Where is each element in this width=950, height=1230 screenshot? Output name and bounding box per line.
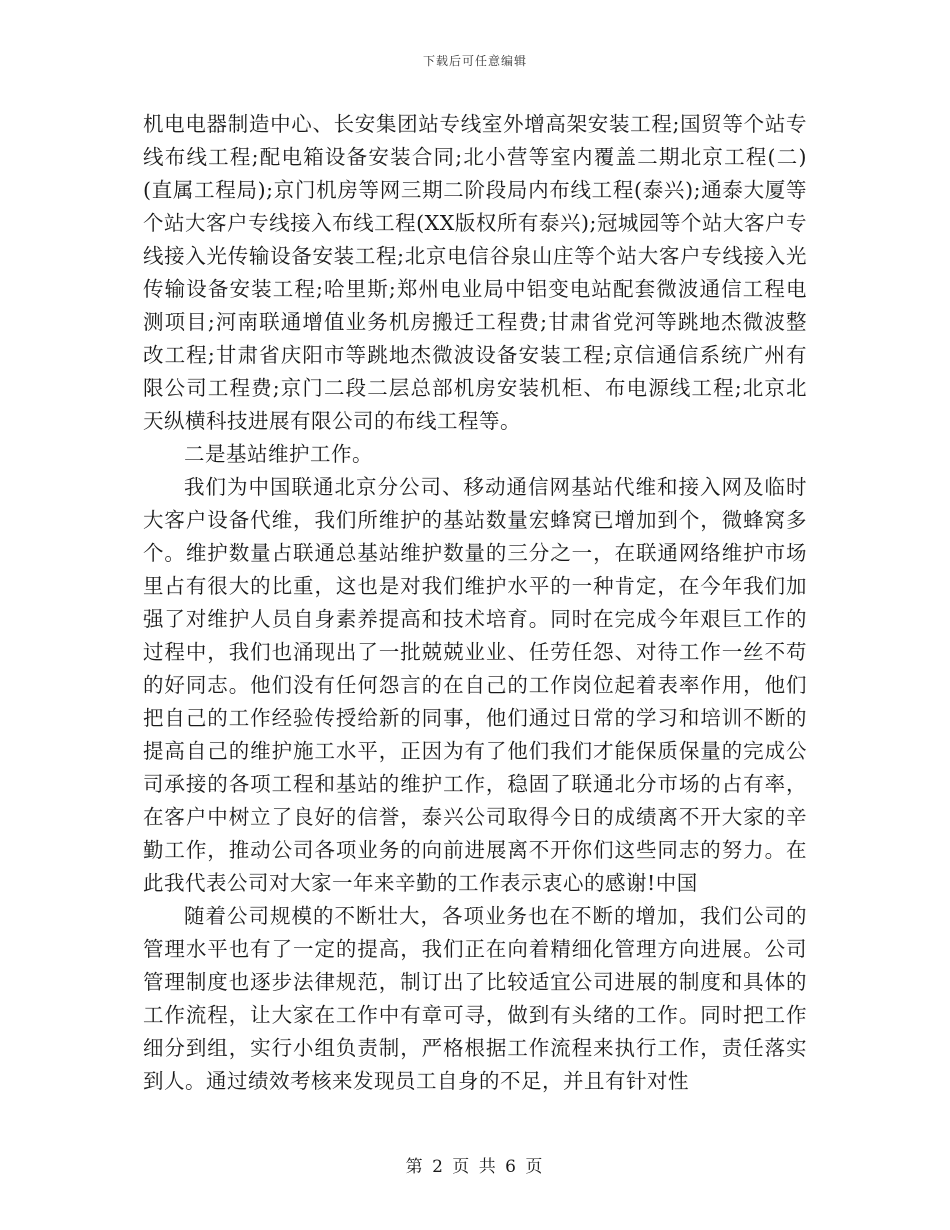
paragraph-maintenance: 我们为中国联通北京分公司、移动通信网基站代维和接入网及临时大客户设备代维，我们所维护的基站数量宏蜂窝已增加到个，微蜂窝多个。维护数量占联通总基站维护数量的三分之一，在联通网络维护市场里占有很大的比重，这也是对我们维护水平的一种肯定，在今年我们加强了对维护人员自身素养提高和技术培育。同时在完成今年艰巨工作的过程中，我们也涌现出了一批兢兢业业、任劳任怨、对待工作一丝不苟的好同志。他们没有任何怨言的在自己的工作岗位起着表率作用，他们把自己的工作经验传授给新的同事，他们通过日常的学习和培训不断的提高自己的维护施工水平，正因为有了他们我们才能保质保量的完成公司承接的各项工程和基站的维护工作，稳固了联通北分市场的占有率，在客户中树立了良好的信誉，泰兴公司取得今日的成绩离不开大家的辛勤工作，推动公司各项业务的向前进展离不开你们这些同志的努力。在此我代表公司对大家一年来辛勤的工作表示衷心的感谢!中国: [143, 475, 807, 895]
paragraph-project-list: 机电电器制造中心、长安集团站专线室外增高架安装工程;国贸等个站专线布线工程;配电箱设备安装合同;北小营等室内覆盖二期北京工程(二)(直属工程局);京门机房等网三期二阶段局内布线工程(泰兴);通泰大厦等个站大客户专线接入布线工程(XX版权所有泰兴);冠城园等个站大客户专线接入光传输设备安装工程;北京电信谷泉山庄等个站大客户专线接入光传输设备安装工程;哈里斯;郑州电业局中铝变电站配套微波通信工程电测项目;河南联通增值业务机房搬迁工程费;甘肃省党河等跳地杰微波整改工程;甘肃省庆阳市等跳地杰微波设备安装工程;京信通信系统广州有限公司工程费;京门二段二层总部机房安装机柜、布电源线工程;北京北天纵横科技进展有限公司的布线工程等。: [143, 112, 807, 433]
paragraph-section-heading: 二是基站维护工作。: [184, 442, 373, 466]
document-body: [143, 108, 807, 1098]
page-header: 下载后可任意编辑: [422, 54, 527, 68]
paragraph-management: 随着公司规模的不断壮大，各项业务也在不断的增加，我们公司的管理水平也有了一定的提高，我们正在向着精细化管理方向进展。公司管理制度也逐步法律规范，制订出了比较适宜公司进展的制度和具体的工作流程，让大家在工作中有章可寻，做到有头绪的工作。同时把工作细分到组，实行小组负责制，严格根据工作流程来执行工作，责任落实到人。通过绩效考核来发现员工自身的不足，并且有针对性: [143, 904, 807, 1093]
page-number-footer: 第 2 页 共 6 页: [405, 1157, 545, 1177]
